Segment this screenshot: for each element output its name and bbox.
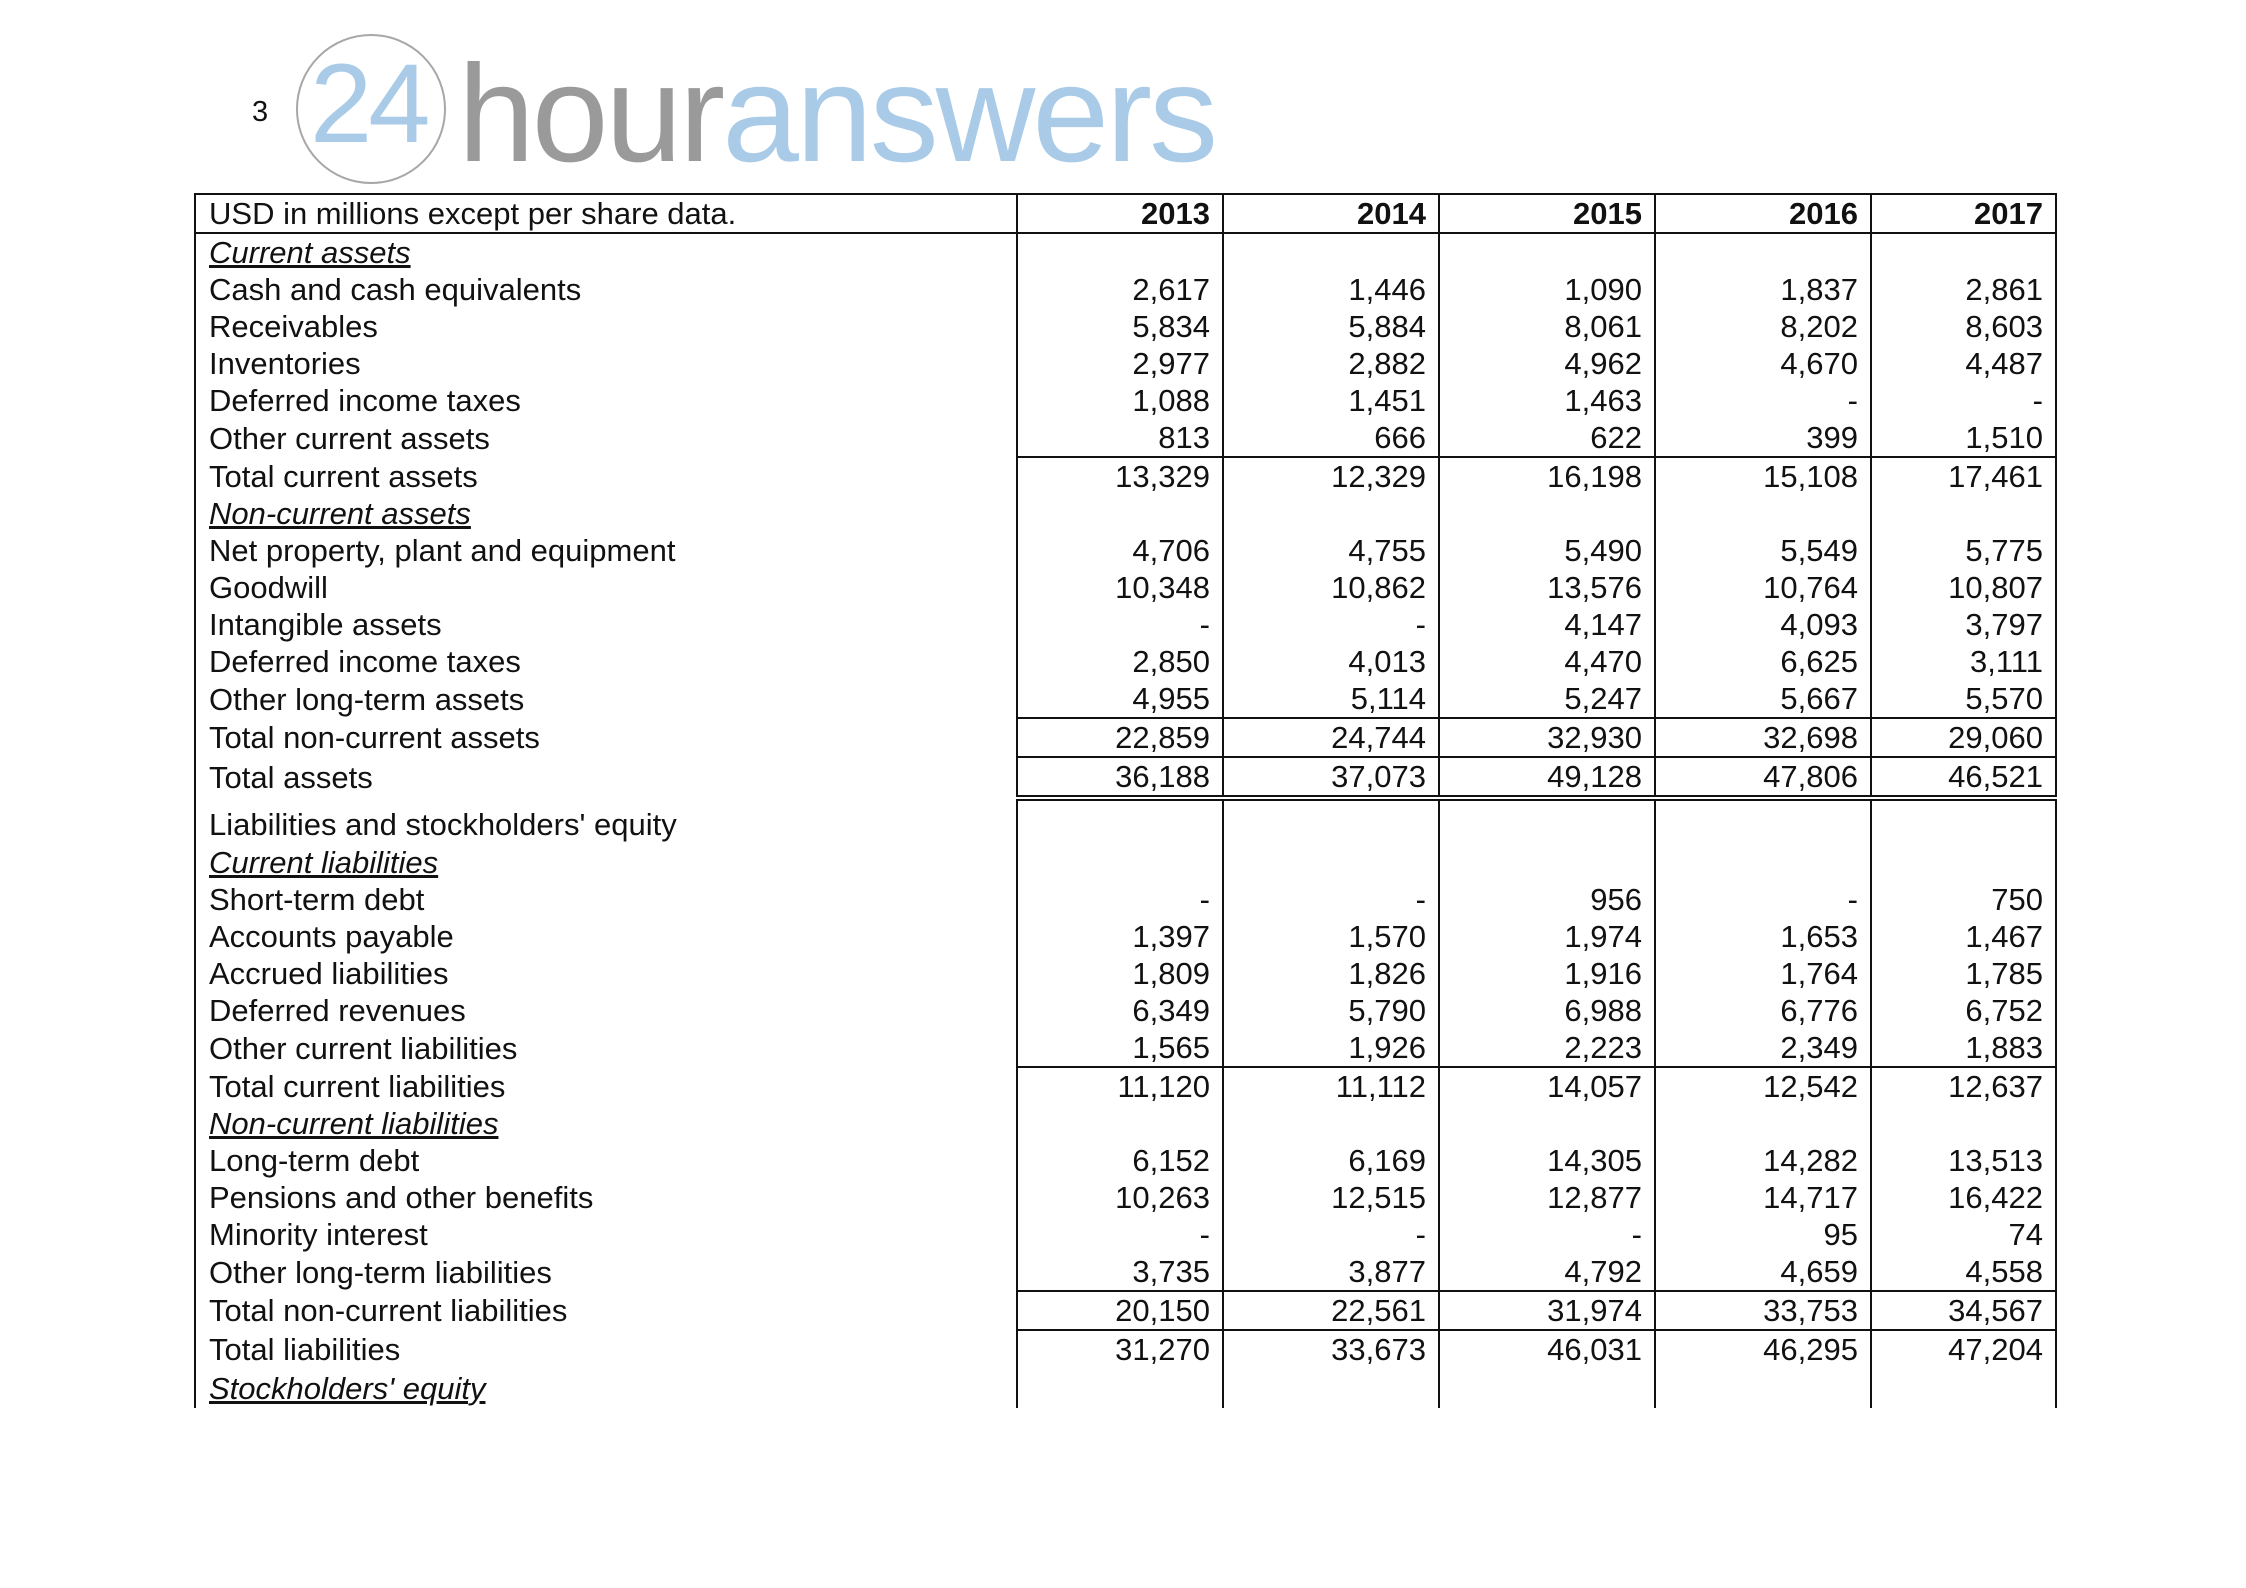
value-cell — [1223, 1368, 1439, 1408]
value-cell — [1223, 798, 1439, 844]
value-cell: - — [1017, 1216, 1223, 1253]
value-cell — [1655, 233, 1871, 271]
row-label-text: Deferred income taxes — [209, 383, 521, 418]
row-label-text: Other current liabilities — [209, 1030, 518, 1066]
table-row — [195, 798, 2056, 844]
value-cell: 12,877 — [1439, 1179, 1655, 1216]
row-label — [195, 955, 1017, 992]
row-label-text: Pensions and other benefits — [209, 1180, 594, 1215]
value-cell: 1,467 — [1871, 918, 2056, 955]
table-row — [195, 1029, 2056, 1067]
row-label — [195, 918, 1017, 955]
table-row — [195, 718, 2056, 757]
table-row — [195, 1330, 2056, 1368]
row-label — [195, 569, 1017, 606]
value-cell: 34,567 — [1871, 1291, 2056, 1330]
row-label — [195, 419, 1017, 457]
value-cell — [1655, 844, 1871, 881]
value-cell: 4,755 — [1223, 532, 1439, 569]
value-cell: 33,673 — [1223, 1330, 1439, 1368]
value-cell: 22,859 — [1017, 718, 1223, 757]
value-cell: 12,515 — [1223, 1179, 1439, 1216]
row-label-text: Liabilities and stockholders' equity — [209, 806, 677, 842]
table-row — [195, 757, 2056, 798]
table-row — [195, 680, 2056, 718]
row-label — [195, 881, 1017, 918]
value-cell: 8,061 — [1439, 308, 1655, 345]
table-row — [195, 382, 2056, 419]
table-row — [195, 606, 2056, 643]
value-cell: 6,752 — [1871, 992, 2056, 1029]
value-cell: 46,521 — [1871, 757, 2056, 798]
value-cell — [1439, 233, 1655, 271]
value-cell: 8,202 — [1655, 308, 1871, 345]
balance-sheet-table — [194, 193, 2057, 1408]
value-cell: 15,108 — [1655, 457, 1871, 495]
value-cell: 1,653 — [1655, 918, 1871, 955]
value-cell: - — [1223, 1216, 1439, 1253]
header-year: 2014 — [1223, 194, 1439, 233]
value-cell: - — [1223, 881, 1439, 918]
value-cell — [1017, 798, 1223, 844]
value-cell: 2,977 — [1017, 345, 1223, 382]
value-cell: 750 — [1871, 881, 2056, 918]
row-label-text: Total current assets — [209, 458, 478, 494]
value-cell — [1655, 1368, 1871, 1408]
value-cell: 1,088 — [1017, 382, 1223, 419]
value-cell: 6,169 — [1223, 1142, 1439, 1179]
value-cell: 2,349 — [1655, 1029, 1871, 1067]
value-cell: 4,013 — [1223, 643, 1439, 680]
table-row — [195, 569, 2056, 606]
value-cell: 46,295 — [1655, 1330, 1871, 1368]
row-label — [195, 308, 1017, 345]
value-cell: - — [1871, 382, 2056, 419]
value-cell: - — [1017, 881, 1223, 918]
row-label — [195, 1067, 1017, 1105]
value-cell: 32,930 — [1439, 718, 1655, 757]
row-label — [195, 844, 1017, 881]
value-cell: 1,916 — [1439, 955, 1655, 992]
value-cell: 813 — [1017, 419, 1223, 457]
table-row — [195, 1105, 2056, 1142]
table-row — [195, 495, 2056, 532]
row-label — [195, 1142, 1017, 1179]
value-cell: 4,470 — [1439, 643, 1655, 680]
value-cell: 24,744 — [1223, 718, 1439, 757]
logo-word-answers: answers — [722, 37, 1216, 191]
value-cell — [1655, 798, 1871, 844]
value-cell: 49,128 — [1439, 757, 1655, 798]
value-cell: 12,329 — [1223, 457, 1439, 495]
table-row — [195, 844, 2056, 881]
value-cell — [1017, 233, 1223, 271]
value-cell: 622 — [1439, 419, 1655, 457]
value-cell: 1,446 — [1223, 271, 1439, 308]
value-cell — [1439, 1105, 1655, 1142]
table-row — [195, 992, 2056, 1029]
header-year: 2016 — [1655, 194, 1871, 233]
row-label-text: Inventories — [209, 346, 361, 381]
value-cell: 14,305 — [1439, 1142, 1655, 1179]
value-cell — [1223, 1105, 1439, 1142]
value-cell: 74 — [1871, 1216, 2056, 1253]
value-cell: 20,150 — [1017, 1291, 1223, 1330]
value-cell: 10,263 — [1017, 1179, 1223, 1216]
value-cell: 4,487 — [1871, 345, 2056, 382]
value-cell — [1439, 798, 1655, 844]
value-cell: 1,565 — [1017, 1029, 1223, 1067]
row-label-text: Short-term debt — [209, 882, 425, 917]
section-heading: Stockholders' equity — [209, 1370, 486, 1406]
value-cell: - — [1655, 881, 1871, 918]
value-cell: 3,111 — [1871, 643, 2056, 680]
value-cell: 3,877 — [1223, 1253, 1439, 1291]
row-label — [195, 606, 1017, 643]
row-label — [195, 643, 1017, 680]
value-cell: 4,955 — [1017, 680, 1223, 718]
value-cell: 1,570 — [1223, 918, 1439, 955]
value-cell — [1223, 233, 1439, 271]
value-cell: 5,247 — [1439, 680, 1655, 718]
row-label-text: Deferred revenues — [209, 993, 466, 1028]
value-cell: 10,348 — [1017, 569, 1223, 606]
table-row — [195, 1142, 2056, 1179]
row-label — [195, 1368, 1017, 1408]
value-cell: 11,120 — [1017, 1067, 1223, 1105]
value-cell — [1871, 798, 2056, 844]
value-cell: 6,349 — [1017, 992, 1223, 1029]
value-cell: 4,706 — [1017, 532, 1223, 569]
row-label-text: Intangible assets — [209, 607, 442, 642]
row-label — [195, 345, 1017, 382]
row-label-text: Total non-current liabilities — [209, 1293, 568, 1328]
row-label — [195, 382, 1017, 419]
value-cell: 1,926 — [1223, 1029, 1439, 1067]
row-label — [195, 495, 1017, 532]
table-row — [195, 643, 2056, 680]
value-cell: 2,617 — [1017, 271, 1223, 308]
header-label: USD in millions except per share data. — [195, 194, 1017, 233]
value-cell — [1655, 1105, 1871, 1142]
row-label-text: Total current liabilities — [209, 1068, 506, 1104]
value-cell: 4,659 — [1655, 1253, 1871, 1291]
value-cell: 17,461 — [1871, 457, 2056, 495]
table-row — [195, 1253, 2056, 1291]
value-cell — [1871, 844, 2056, 881]
row-label-text: Other current assets — [209, 420, 490, 456]
row-label-text: Other long-term assets — [209, 681, 525, 717]
value-cell — [1439, 844, 1655, 881]
value-cell: 3,735 — [1017, 1253, 1223, 1291]
row-label — [195, 718, 1017, 757]
value-cell: 956 — [1439, 881, 1655, 918]
value-cell: 11,112 — [1223, 1067, 1439, 1105]
table-header-row — [195, 194, 2056, 233]
table-row — [195, 1067, 2056, 1105]
value-cell — [1871, 1368, 2056, 1408]
table-row — [195, 1179, 2056, 1216]
value-cell: 10,862 — [1223, 569, 1439, 606]
table-row — [195, 955, 2056, 992]
value-cell — [1439, 1368, 1655, 1408]
value-cell: 5,834 — [1017, 308, 1223, 345]
value-cell: 6,152 — [1017, 1142, 1223, 1179]
value-cell: 399 — [1655, 419, 1871, 457]
value-cell: 10,807 — [1871, 569, 2056, 606]
value-cell — [1223, 844, 1439, 881]
value-cell — [1871, 495, 2056, 532]
value-cell — [1017, 1105, 1223, 1142]
row-label-text: Long-term debt — [209, 1143, 420, 1178]
section-heading: Current liabilities — [209, 845, 439, 880]
value-cell: 1,510 — [1871, 419, 2056, 457]
table-row — [195, 308, 2056, 345]
value-cell: 95 — [1655, 1216, 1871, 1253]
value-cell: 47,204 — [1871, 1330, 2056, 1368]
value-cell: 12,637 — [1871, 1067, 2056, 1105]
table-row — [195, 345, 2056, 382]
value-cell: 1,463 — [1439, 382, 1655, 419]
value-cell: 14,282 — [1655, 1142, 1871, 1179]
table-body — [195, 233, 2056, 1408]
value-cell: 1,883 — [1871, 1029, 2056, 1067]
row-label-text: Goodwill — [209, 570, 328, 605]
value-cell: 2,882 — [1223, 345, 1439, 382]
row-label-text: Cash and cash equivalents — [209, 272, 582, 307]
value-cell — [1223, 495, 1439, 532]
company-logo — [296, 34, 1256, 194]
value-cell: 2,850 — [1017, 643, 1223, 680]
table-row — [195, 457, 2056, 495]
logo-wordmark — [458, 37, 1216, 191]
row-label — [195, 233, 1017, 271]
row-label — [195, 457, 1017, 495]
logo-word-hour: hour — [458, 37, 723, 191]
value-cell: 1,974 — [1439, 918, 1655, 955]
value-cell: 16,198 — [1439, 457, 1655, 495]
value-cell: 5,114 — [1223, 680, 1439, 718]
value-cell — [1017, 1368, 1223, 1408]
table-row — [195, 1368, 2056, 1408]
value-cell: 4,147 — [1439, 606, 1655, 643]
value-cell — [1871, 1105, 2056, 1142]
value-cell: 5,490 — [1439, 532, 1655, 569]
value-cell: 5,884 — [1223, 308, 1439, 345]
row-label — [195, 1216, 1017, 1253]
value-cell: 1,090 — [1439, 271, 1655, 308]
value-cell: 33,753 — [1655, 1291, 1871, 1330]
row-label — [195, 1179, 1017, 1216]
row-label — [195, 1291, 1017, 1330]
value-cell: 4,962 — [1439, 345, 1655, 382]
header-year: 2017 — [1871, 194, 2056, 233]
value-cell — [1017, 495, 1223, 532]
value-cell: 16,422 — [1871, 1179, 2056, 1216]
row-label-text: Deferred income taxes — [209, 644, 521, 679]
value-cell: - — [1017, 606, 1223, 643]
row-label — [195, 271, 1017, 308]
value-cell: 4,558 — [1871, 1253, 2056, 1291]
value-cell: 6,988 — [1439, 992, 1655, 1029]
value-cell: 13,513 — [1871, 1142, 2056, 1179]
value-cell: 1,837 — [1655, 271, 1871, 308]
value-cell: 666 — [1223, 419, 1439, 457]
table-row — [195, 532, 2056, 569]
row-label — [195, 532, 1017, 569]
value-cell: 5,549 — [1655, 532, 1871, 569]
value-cell: 2,223 — [1439, 1029, 1655, 1067]
value-cell — [1871, 233, 2056, 271]
balance-sheet-table-container — [194, 193, 2055, 1408]
row-label-text: Receivables — [209, 309, 378, 344]
value-cell: 1,764 — [1655, 955, 1871, 992]
value-cell: 46,031 — [1439, 1330, 1655, 1368]
header-year: 2015 — [1439, 194, 1655, 233]
section-heading: Non-current liabilities — [209, 1106, 499, 1141]
value-cell: 31,974 — [1439, 1291, 1655, 1330]
value-cell: 13,576 — [1439, 569, 1655, 606]
value-cell: 32,698 — [1655, 718, 1871, 757]
value-cell: 5,775 — [1871, 532, 2056, 569]
row-label-text: Total assets — [209, 760, 373, 795]
value-cell: 10,764 — [1655, 569, 1871, 606]
value-cell: - — [1655, 382, 1871, 419]
row-label — [195, 1105, 1017, 1142]
value-cell: 6,625 — [1655, 643, 1871, 680]
row-label — [195, 1253, 1017, 1291]
row-label — [195, 680, 1017, 718]
value-cell: 47,806 — [1655, 757, 1871, 798]
row-label-text: Total liabilities — [209, 1331, 401, 1367]
row-label-text: Other long-term liabilities — [209, 1254, 552, 1290]
value-cell: 1,397 — [1017, 918, 1223, 955]
value-cell: - — [1223, 606, 1439, 643]
row-label-text: Minority interest — [209, 1217, 428, 1252]
table-row — [195, 271, 2056, 308]
value-cell: 1,826 — [1223, 955, 1439, 992]
table-row — [195, 1291, 2056, 1330]
table-row — [195, 918, 2056, 955]
value-cell — [1439, 495, 1655, 532]
table-row — [195, 881, 2056, 918]
section-heading: Non-current assets — [209, 496, 471, 531]
row-label-text: Net property, plant and equipment — [209, 533, 676, 568]
section-heading: Current assets — [209, 235, 411, 270]
value-cell: 13,329 — [1017, 457, 1223, 495]
value-cell: 12,542 — [1655, 1067, 1871, 1105]
value-cell: 5,570 — [1871, 680, 2056, 718]
row-label — [195, 798, 1017, 844]
value-cell: 29,060 — [1871, 718, 2056, 757]
value-cell: 4,670 — [1655, 345, 1871, 382]
value-cell — [1017, 844, 1223, 881]
value-cell: 6,776 — [1655, 992, 1871, 1029]
value-cell: - — [1439, 1216, 1655, 1253]
value-cell: 8,603 — [1871, 308, 2056, 345]
value-cell: 4,093 — [1655, 606, 1871, 643]
value-cell: 14,057 — [1439, 1067, 1655, 1105]
value-cell: 36,188 — [1017, 757, 1223, 798]
row-label — [195, 757, 1017, 798]
row-label-text: Accrued liabilities — [209, 956, 449, 991]
value-cell: 3,797 — [1871, 606, 2056, 643]
value-cell: 22,561 — [1223, 1291, 1439, 1330]
table-row — [195, 233, 2056, 271]
row-label — [195, 1330, 1017, 1368]
value-cell: 14,717 — [1655, 1179, 1871, 1216]
value-cell: 1,451 — [1223, 382, 1439, 419]
value-cell: 4,792 — [1439, 1253, 1655, 1291]
value-cell: 2,861 — [1871, 271, 2056, 308]
page-number: 3 — [252, 96, 269, 128]
row-label-text: Accounts payable — [209, 919, 454, 954]
value-cell: 5,667 — [1655, 680, 1871, 718]
value-cell: 1,785 — [1871, 955, 2056, 992]
value-cell: 5,790 — [1223, 992, 1439, 1029]
header-year: 2013 — [1017, 194, 1223, 233]
logo-number: 24 — [310, 41, 427, 166]
value-cell: 31,270 — [1017, 1330, 1223, 1368]
row-label — [195, 1029, 1017, 1067]
value-cell — [1655, 495, 1871, 532]
value-cell: 37,073 — [1223, 757, 1439, 798]
value-cell: 1,809 — [1017, 955, 1223, 992]
table-row — [195, 1216, 2056, 1253]
table-row — [195, 419, 2056, 457]
row-label-text: Total non-current assets — [209, 720, 540, 755]
row-label — [195, 992, 1017, 1029]
